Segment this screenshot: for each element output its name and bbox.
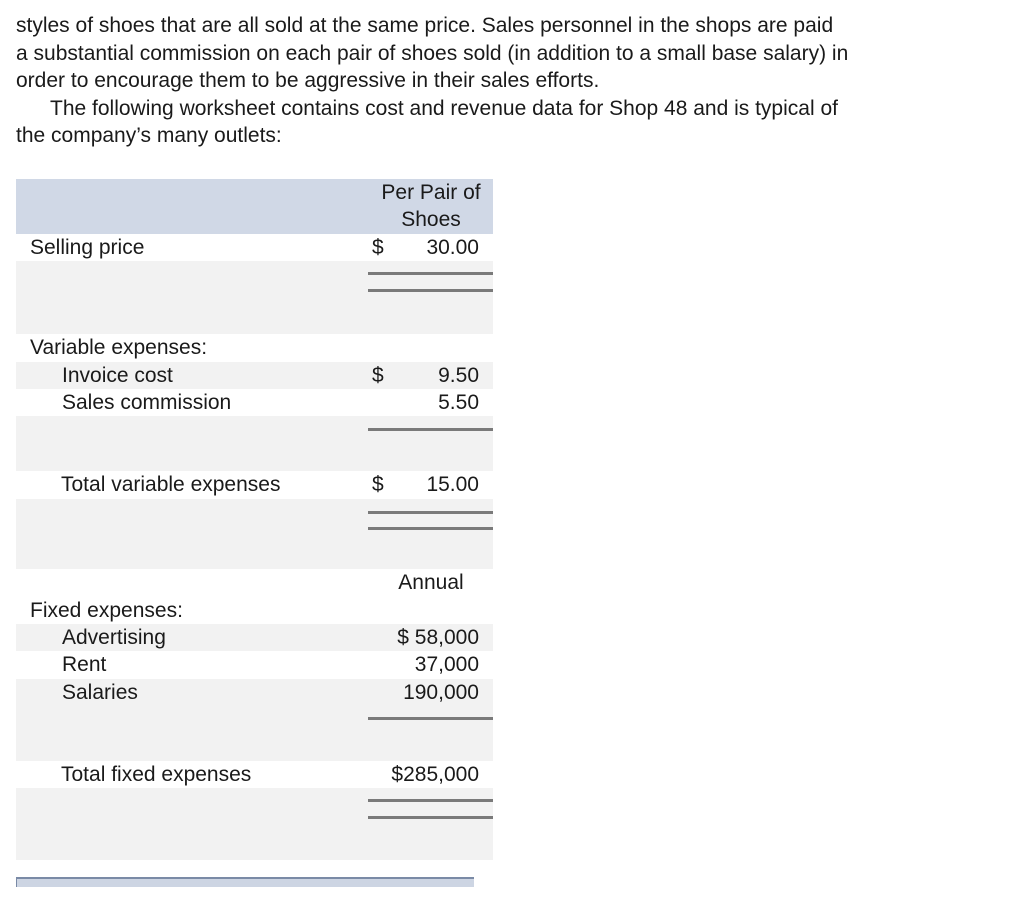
total-variable-value: 15.00	[426, 473, 479, 497]
selling-price-currency: $	[372, 235, 384, 259]
total-fixed-row	[16, 761, 493, 788]
next-section-header-edge	[16, 877, 474, 887]
selling-price-row	[16, 234, 493, 261]
sales-commission-label: Sales commission	[62, 390, 232, 414]
invoice-cost-label: Invoice cost	[62, 363, 173, 387]
selling-price-value: 30.00	[426, 235, 479, 259]
intro-line-3: order to encourage them to be aggressive in their sales efforts.	[16, 69, 600, 92]
intro-line-1: styles of shoes that are all sold at the same price. Sales personnel in the shops are paid	[16, 14, 834, 37]
fixed-expenses-row	[16, 597, 493, 624]
double-rule-bottom	[368, 527, 493, 530]
per-pair-header-row	[16, 179, 493, 234]
rent-label: Rent	[62, 653, 107, 677]
fixed-expenses-label: Fixed expenses:	[30, 598, 183, 622]
advertising-row	[16, 624, 493, 651]
rent-row	[16, 651, 493, 678]
salaries-row	[16, 679, 493, 706]
variable-expenses-row	[16, 334, 493, 361]
single-rule	[368, 717, 493, 720]
invoice-cost-row	[16, 362, 493, 389]
total-variable-currency: $	[372, 473, 384, 497]
variable-expenses-label: Variable expenses:	[30, 336, 208, 360]
variable-spacer	[16, 416, 493, 471]
annual-header-row	[16, 569, 493, 597]
total-variable-spacer	[16, 499, 493, 569]
selling-price-spacer	[16, 261, 493, 334]
cost-revenue-worksheet	[16, 179, 493, 860]
single-rule	[368, 428, 493, 431]
total-variable-row	[16, 471, 493, 498]
annual-header: Annual	[398, 570, 464, 594]
sales-commission-row	[16, 389, 493, 416]
intro-line-2: a substantial commission on each pair of shoes sold (in addition to a small base salary) in	[16, 41, 849, 65]
fixed-spacer	[16, 706, 493, 761]
double-rule-top	[368, 272, 493, 275]
invoice-cost-value: 9.50	[438, 363, 479, 387]
per-pair-header-line-2: Shoes	[401, 208, 461, 232]
total-fixed-value: $285,000	[391, 762, 479, 786]
total-variable-label: Total variable expenses	[61, 473, 281, 497]
salaries-value: 190,000	[403, 680, 479, 704]
double-rule-bottom	[368, 816, 493, 819]
problem-text	[16, 12, 976, 150]
double-rule-top	[368, 799, 493, 802]
per-pair-header-line-1: Per Pair of	[381, 181, 481, 204]
sales-commission-value: 5.50	[438, 390, 479, 414]
advertising-value: $ 58,000	[397, 625, 479, 649]
intro-line-5: the company’s many outlets:	[16, 124, 282, 147]
double-rule-top	[368, 511, 493, 514]
selling-price-label: Selling price	[30, 235, 145, 259]
invoice-cost-currency: $	[372, 363, 384, 387]
intro-line-4: The following worksheet contains cost and revenue data for Shop 48 and is typical of	[50, 96, 838, 120]
total-fixed-spacer	[16, 788, 493, 860]
rent-value: 37,000	[414, 653, 479, 677]
advertising-label: Advertising	[62, 625, 166, 649]
salaries-label: Salaries	[62, 680, 138, 704]
double-rule-bottom	[368, 289, 493, 292]
total-fixed-label: Total fixed expenses	[61, 762, 252, 786]
